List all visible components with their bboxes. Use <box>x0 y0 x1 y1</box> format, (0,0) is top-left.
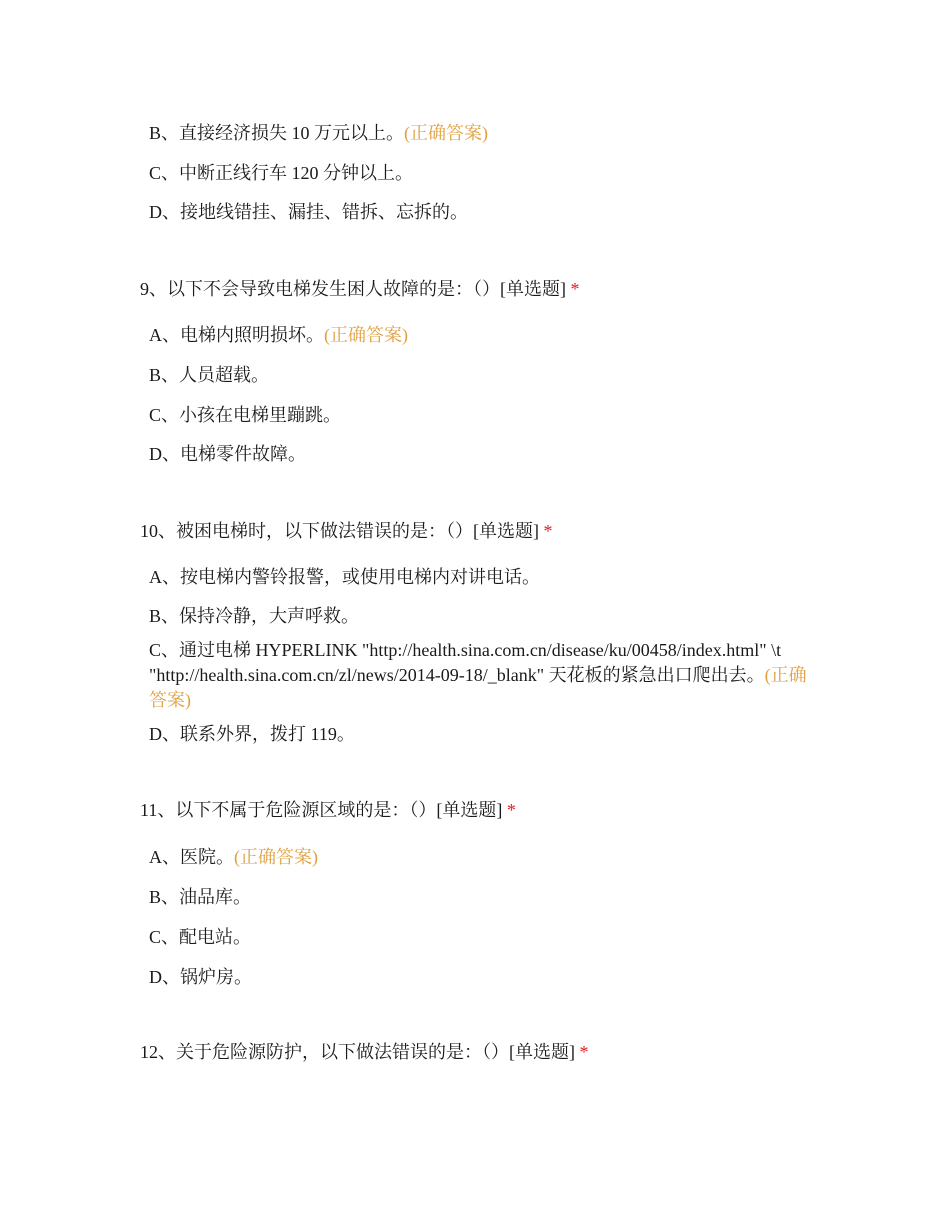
option-q10-a: A、按电梯内警铃报警，或使用电梯内对讲电话。 <box>149 567 540 587</box>
required-asterisk: * <box>543 521 553 541</box>
question-12-title: 12、关于危险源防护，以下做法错误的是：（）[单选题] * <box>140 1042 589 1062</box>
option-q9-b: B、人员超载。 <box>149 365 270 385</box>
option-q9-a: A、电梯内照明损坏。(正确答案) <box>149 325 408 345</box>
required-asterisk: * <box>506 800 516 820</box>
option-q10-b: B、保持冷静，大声呼救。 <box>149 606 360 626</box>
required-asterisk: * <box>579 1042 589 1062</box>
correct-answer-tag: (正确答案) <box>324 325 408 345</box>
required-asterisk: * <box>570 279 580 299</box>
option-q8-b: B、直接经济损失 10 万元以上。(正确答案) <box>149 123 489 143</box>
question-10-title: 10、被困电梯时，以下做法错误的是：（）[单选题] * <box>140 521 553 541</box>
option-q11-b: B、油品库。 <box>149 887 252 907</box>
question-9-title: 9、以下不会导致电梯发生困人故障的是：（）[单选题] * <box>140 279 580 299</box>
option-q11-d: D、锅炉房。 <box>149 967 252 987</box>
correct-answer-tag: (正确答案) <box>404 123 489 143</box>
option-q10-d: D、联系外界，拨打 119。 <box>149 724 355 744</box>
correct-answer-tag: (正确答案) <box>149 665 807 710</box>
option-q10-c: C、通过电梯 HYPERLINK "http://health.sina.com.cn/disease/ku/00458/index.html" \t "http://health.sina.com.cn/zl/news/2014-09-18/_blank" 天花板的紧急出口爬出去。(正确答案) <box>149 640 807 710</box>
option-q9-d: D、电梯零件故障。 <box>149 444 306 464</box>
option-q8-c: C、中断正线行车 120 分钟以上。 <box>149 163 414 183</box>
option-q9-c: C、小孩在电梯里蹦跳。 <box>149 405 342 425</box>
correct-answer-tag: (正确答案) <box>234 847 318 867</box>
option-q8-d: D、接地线错挂、漏挂、错拆、忘拆的。 <box>149 202 468 222</box>
question-11-title: 11、以下不属于危险源区域的是：（）[单选题] * <box>140 800 516 820</box>
option-q11-c: C、配电站。 <box>149 927 252 947</box>
option-q11-a: A、医院。(正确答案) <box>149 847 318 867</box>
